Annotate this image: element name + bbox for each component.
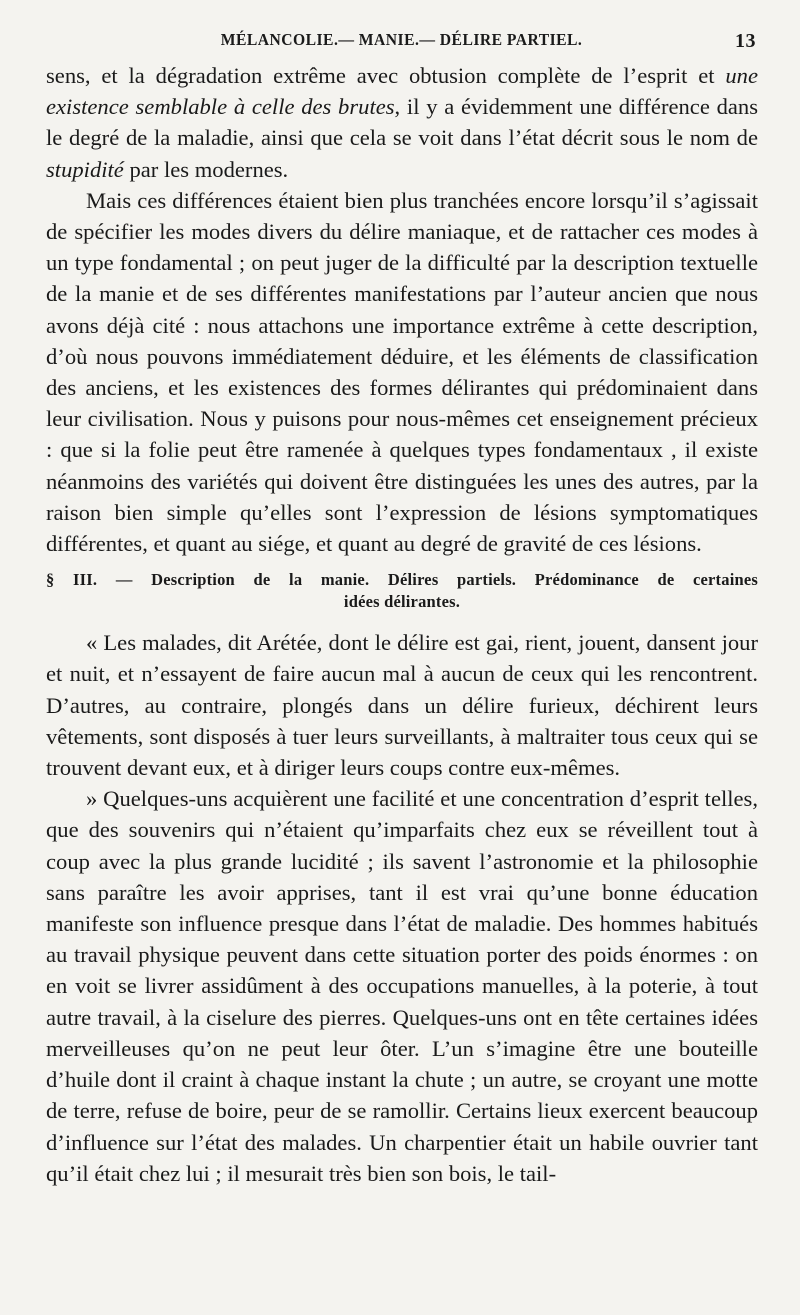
italic-text: une existence semblable à celle des brutes bbox=[46, 63, 758, 120]
body-text bbox=[46, 60, 758, 1189]
section-heading bbox=[46, 569, 758, 613]
text-run: sens, et la dégradation extrême avec obtusion complète de l’esprit et bbox=[46, 63, 726, 88]
paragraph: Mais ces différences étaient bien plus tranchées encore lorsqu’il s’agissait de spécifier les modes divers du délire maniaque, et de rattacher ces modes à un type fondamental ; on peut juger de la difficulté par la description textuelle de la manie et de ses différentes manifestations par l’auteur ancien que nous avons déjà cité : nous attachons une importance extrême à cette description, d’où nous pouvons immédiatement déduire, et les éléments de classification des anciens, et les existences des formes délirantes qui prédominaient dans leur civilisation. Nous y puisons pour nous-mêmes cet enseignement précieux : que si la folie peut être ramenée à quelques types fondamentaux , il existe néanmoins des variétés qui doivent être distinguées les unes des autres, par la raison bien simple qu’elles sont l’expression de lésions symptomatiques différentes, et quant au siége, et quant au degré de gravité de ces lésions. bbox=[46, 187, 758, 557]
paragraph bbox=[46, 60, 758, 185]
quote-paragraph: » Quelques-uns acquièrent une facilité et une concentration d’esprit telles, que des souvenirs qui n’étaient qu’imparfaits chez eux se réveillent tout à coup avec la plus grande lucidité ; ils savent l’astronomie et la philosophie sans paraître les avoir apprises, tant il est vrai qu’une bonne éducation manifeste son influence presque dans l’état de maladie. Des hommes habitués au travail physique peuvent dans cette situation porter des poids énormes : on en voit se livrer assidûment à des occupations manuelles, à la poterie, à tout autre travail, à la ciselure des pierres. Quelques-uns ont en tête certaines idées merveilleuses qu’on ne peut leur ôter. L’un s’imagine être une bouteille d’huile dont il craint à chaque instant la chute ; un autre, se croyant une motte de terre, refuse de boire, peur de se ramollir. Certains lieux exercent beaucoup d’influence sur l’état des malades. Un charpentier était un habile ouvrier tant qu’il était chez lui ; il mesurait très bien son bois, le tail- bbox=[46, 786, 758, 1186]
text-run: par les modernes. bbox=[123, 156, 289, 182]
section-heading-line: § III. — Description de la manie. Délires partiels. Prédominance de certaines bbox=[46, 570, 758, 590]
running-title: MÉLANCOLIE.— MANIE.— DÉLIRE PARTIEL. bbox=[221, 30, 583, 49]
text-run: , il y a évidemment une différence dans le degré de la maladie, ainsi que cela se voit dans l’état décrit sous le nom de bbox=[46, 94, 758, 151]
page-header bbox=[46, 30, 758, 60]
section-heading-line: idées délirantes. bbox=[343, 592, 461, 612]
page-number: 13 bbox=[735, 30, 756, 52]
italic-text: stupidité bbox=[46, 156, 124, 182]
quote-paragraph: « Les malades, dit Arétée, dont le délire est gai, rient, jouent, dansent jour et nuit, et n’essayent de faire aucun mal à aucun de ceux qui les rencontrent. D’autres, au contraire, plongés dans un délire furieux, déchirent leurs vêtements, sont disposés à tuer leurs surveillants, à maltraiter tous ceux qui se trouvent devant eux, et à diriger leurs coups contre eux-mêmes. bbox=[46, 630, 758, 781]
